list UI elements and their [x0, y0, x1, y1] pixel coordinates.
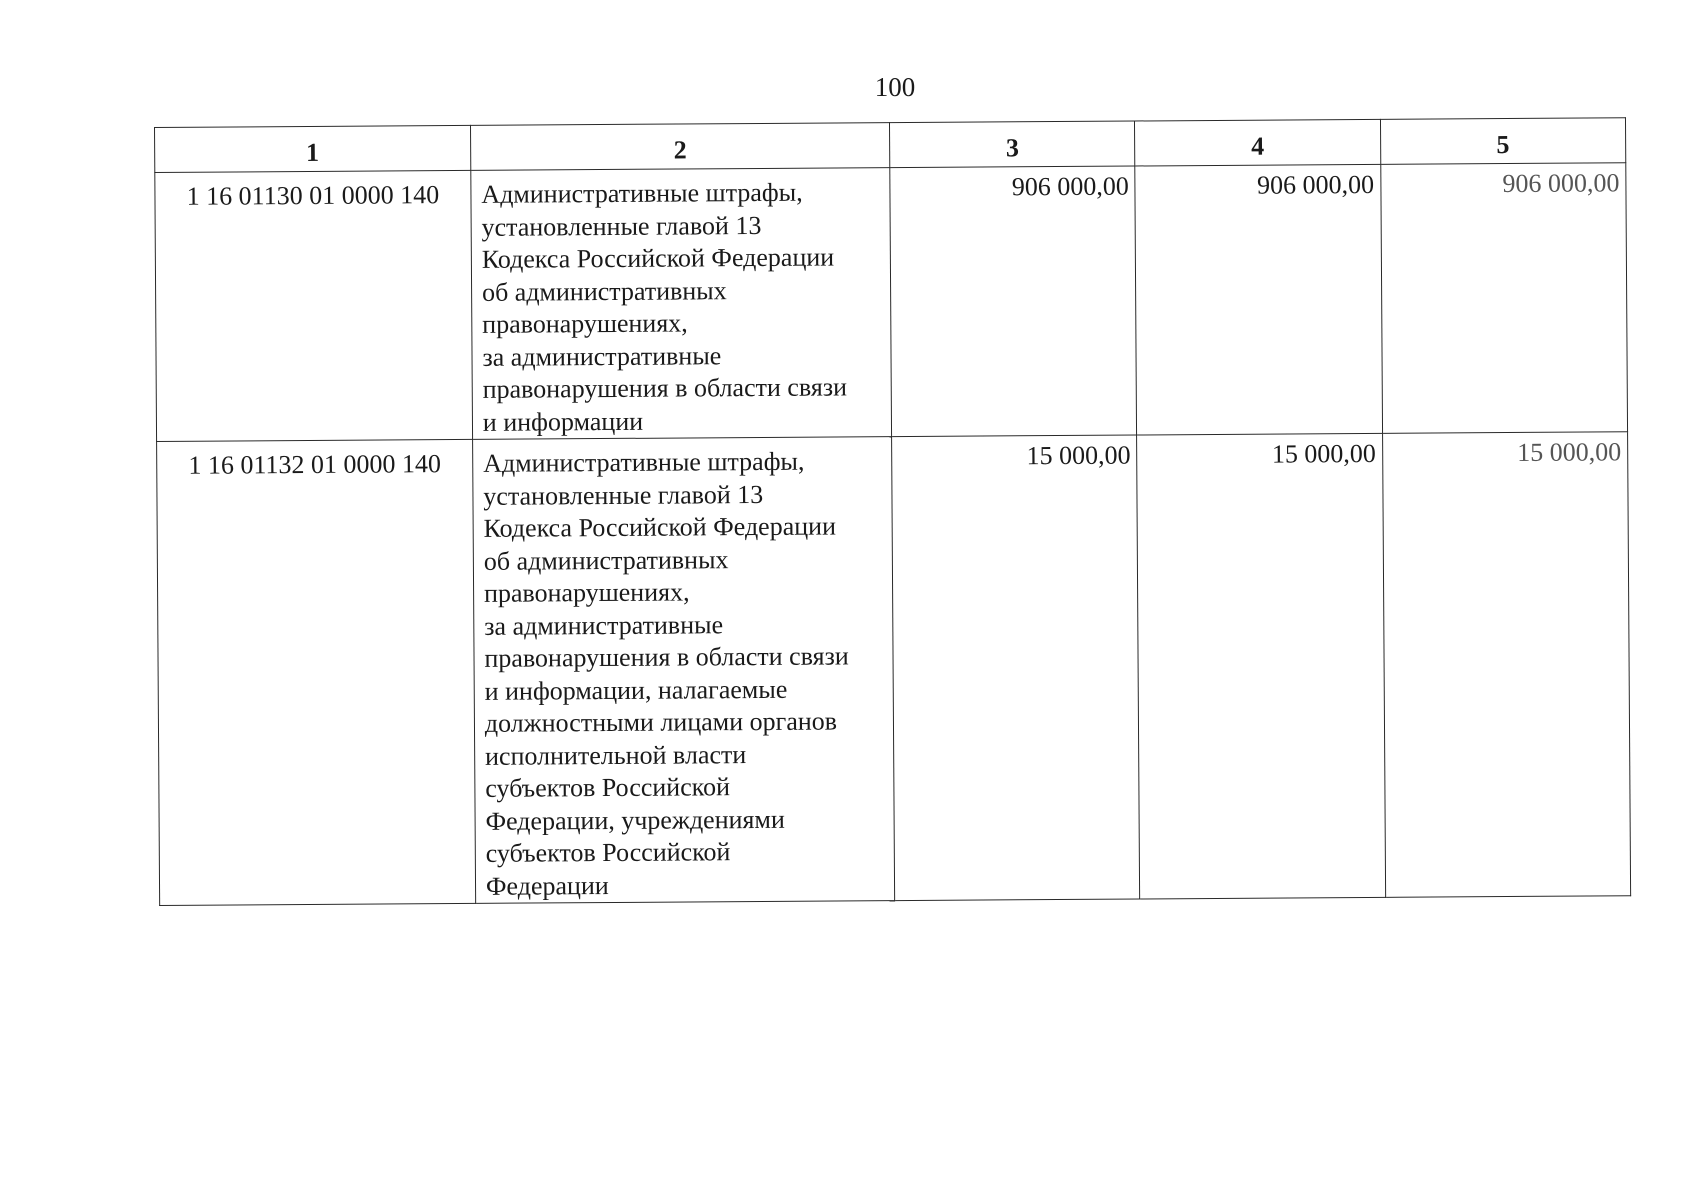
description-cell: Административные штрафы, установленные главой 13 Кодекса Российской Федерации об административных правонарушениях, за административные правонарушения в области связи и информации — [471, 168, 892, 440]
amount-col4-cell: 15 000,00 — [1137, 433, 1385, 899]
budget-code-cell: 1 16 01132 01 0000 140 — [157, 439, 476, 905]
column-header-1: 1 — [155, 125, 471, 172]
column-header-5: 5 — [1380, 118, 1626, 165]
revenue-table — [154, 117, 1631, 906]
amount-col5-cell: 15 000,00 — [1382, 432, 1630, 898]
description-cell: Административные штрафы, установленные главой 13 Кодекса Российской Федерации об административных правонарушениях, за административные правонарушения в области связи и информации, налагаемые должностными лицами органов исполнительной власти субъектов Российской Федерации, учреждениями субъектов Российской Федерации — [472, 437, 894, 904]
column-header-3: 3 — [890, 121, 1136, 168]
column-header-4: 4 — [1135, 119, 1381, 166]
amount-col3-cell: 15 000,00 — [892, 435, 1140, 901]
amount-col5-cell: 906 000,00 — [1380, 163, 1627, 434]
table-row — [155, 163, 1628, 442]
column-header-2: 2 — [470, 123, 889, 171]
amount-col3-cell: 906 000,00 — [890, 166, 1137, 437]
table-row — [157, 432, 1631, 906]
amount-col4-cell: 906 000,00 — [1135, 164, 1382, 435]
page-number: 100 — [874, 72, 916, 102]
budget-code-cell: 1 16 01130 01 0000 140 — [155, 170, 473, 441]
